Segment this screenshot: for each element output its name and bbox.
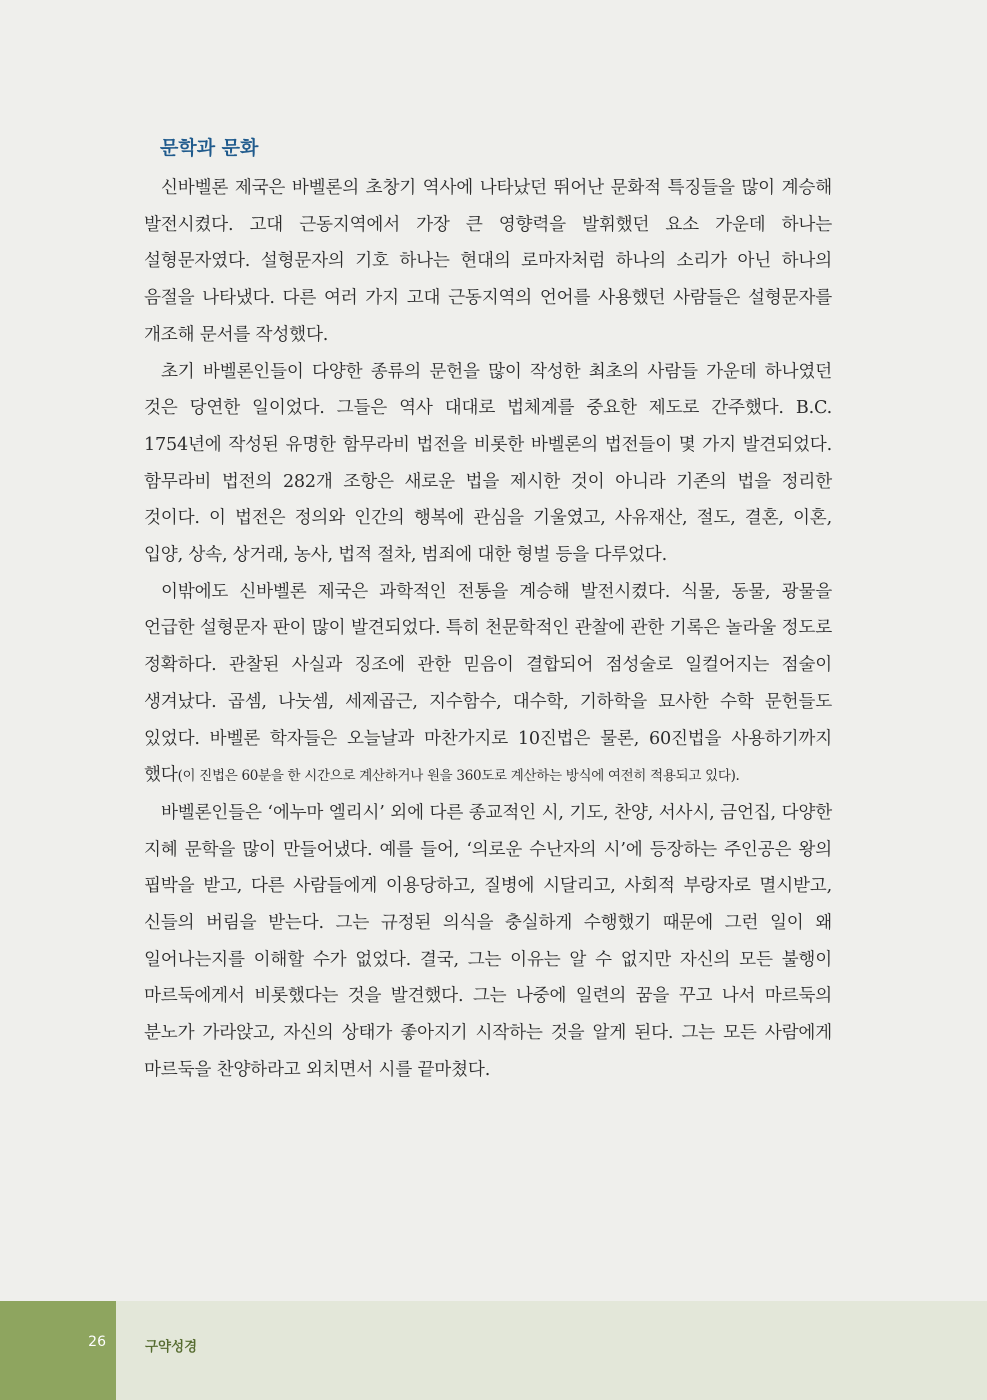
paragraph-3-text: 이밖에도 신바벨론 제국은 과학적인 전통을 계승해 발전시켰다. 식물, 동물, 광물을 언급한 설형문자 판이 많이 발견되었다. 특히 천문학적인 관찰에 관한 기록은 놀라울 정도로 정확하다. 관찰된 사실과 징조에 관한 믿음이 결합되어 점성술로 일컬어지는 점술이 생겨났다. 곱셈, 나눗셈, 세제곱근, 지수함수, 대수학, 기하학을 묘사한 수학 문헌들도 있었다. 바벨론 학자들은 오늘날과 마찬가지로 10진법은 물론, 60진법을 사용하기까지 했다 xyxy=(144,581,832,786)
parenthetical-note: (이 진법은 60분을 한 시간으로 계산하거나 원을 360도로 계산하는 방식에 여전히 적용되고 있다). xyxy=(177,768,740,785)
page-number: 26 xyxy=(88,1334,106,1350)
paragraph-2: 초기 바벨론인들이 다양한 종류의 문헌을 많이 작성한 최초의 사람들 가운데 하나였던 것은 당연한 일이었다. 그들은 역사 대대로 법체계를 중요한 제도로 간주했다. B.C. 1754년에 작성된 유명한 함무라비 법전을 비롯한 바벨론의 법전들이 몇 가지 발견되었다. 함무라비 법전의 282개 조항은 새로운 법을 제시한 것이 아니라 기존의 법을 정리한 것이다. 이 법전은 정의와 인간의 행복에 관심을 기울였고, 사유재산, 절도, 결혼, 이혼, 입양, 상속, 상거래, 농사, 법적 절차, 범죄에 대한 형벌 등을 다루었다. xyxy=(144,361,832,566)
main-content xyxy=(144,134,832,1089)
paragraph-4: 바벨론인들은 ‘에누마 엘리시’ 외에 다른 종교적인 시, 기도, 찬양, 서사시, 금언집, 다양한 지혜 문학을 많이 만들어냈다. 예를 들어, ‘의로운 수난자의 시’에 등장하는 주인공은 왕의 핍박을 받고, 다른 사람들에게 이용당하고, 질병에 시달리고, 사회적 부랑자로 멸시받고, 신들의 버림을 받는다. 그는 규정된 의식을 충실하게 수행했기 때문에 그런 일이 왜 일어나는지를 이해할 수가 없었다. 결국, 그는 이유는 알 수 없지만 자신의 모든 불행이 마르둑에게서 비롯했다는 것을 발견했다. 그는 나중에 일련의 꿈을 꾸고 나서 마르둑의 분노가 가라앉고, 자신의 상태가 좋아지기 시작하는 것을 알게 된다. 그는 모든 사람에게 마르둑을 찬양하라고 외치면서 시를 끝마쳤다. xyxy=(144,802,832,1080)
section-title: 문학과 문화 xyxy=(160,137,259,159)
footer-band xyxy=(0,1301,987,1400)
paragraph-3 xyxy=(144,574,832,795)
book-title: 구약성경 xyxy=(145,1339,198,1355)
footer-tab xyxy=(0,1301,116,1400)
paragraph-1: 신바벨론 제국은 바벨론의 초창기 역사에 나타났던 뛰어난 문화적 특징들을 많이 계승해 발전시켰다. 고대 근동지역에서 가장 큰 영향력을 발휘했던 요소 가운데 하나는 설형문자였다. 설형문자의 기호 하나는 현대의 로마자처럼 하나의 소리가 아닌 하나의 음절을 나타냈다. 다른 여러 가지 고대 근동지역의 언어를 사용했던 사람들은 설형문자를 개조해 문서를 작성했다. xyxy=(144,178,832,345)
